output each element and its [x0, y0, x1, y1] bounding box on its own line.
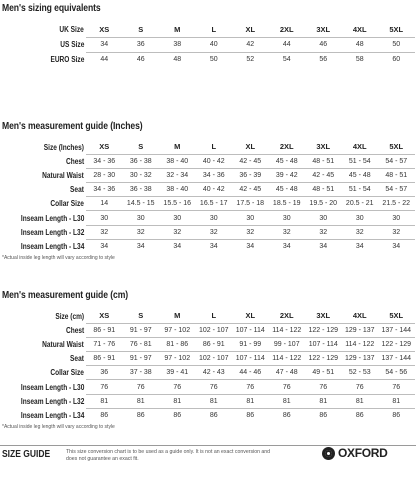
- table-cell: 34 - 36: [196, 168, 233, 182]
- table-cell: 45 - 48: [269, 154, 306, 168]
- measurement-inches-table: [0, 140, 415, 254]
- size-header-cell: M: [159, 22, 196, 37]
- table-cell: 60: [392, 56, 401, 64]
- table-cell: 48 - 51: [378, 168, 415, 182]
- size-header-cell: XS: [86, 22, 123, 37]
- size-header-cell: L: [196, 309, 233, 323]
- table-cell: 107 - 114: [232, 352, 269, 366]
- table-cell: 39 - 41: [159, 366, 196, 380]
- table-row: [0, 154, 415, 168]
- table-cell: 14: [86, 197, 123, 211]
- table-cell: 36: [123, 37, 160, 52]
- table-cell: 97 - 102: [159, 352, 196, 366]
- table-cell: 20.5 - 21: [342, 197, 379, 211]
- table-cell: 30: [305, 211, 342, 225]
- table-cell: 30: [159, 211, 196, 225]
- table-cell: 30: [269, 211, 306, 225]
- table-header-row: [0, 140, 415, 154]
- table-cell: 52: [246, 56, 255, 64]
- table-cell: 42 - 45: [232, 183, 269, 197]
- table-cell: 16.5 - 17: [196, 197, 233, 211]
- size-header-cell: L: [196, 22, 233, 37]
- table-cell: 40: [196, 37, 233, 52]
- size-header-cell: M: [159, 309, 196, 323]
- table-cell: 42: [232, 37, 269, 52]
- table-cell: 81: [342, 394, 379, 408]
- table-cell: 76: [196, 380, 233, 394]
- table-cell: 51 - 54: [342, 183, 379, 197]
- table-cell: 81: [159, 394, 196, 408]
- table-cell: 86: [100, 412, 109, 420]
- size-header-cell: 3XL: [305, 140, 342, 154]
- table-cell: 86: [246, 412, 255, 420]
- table-cell: 34 - 36: [86, 154, 123, 168]
- row-label: Collar Size: [50, 368, 84, 378]
- brand-logo: [322, 446, 388, 460]
- table-row: [0, 211, 415, 225]
- table-cell: 86 - 91: [196, 337, 233, 351]
- footer-disclaimer: This size conversion chart is to be used as a guide only. It is not an exact conversion and does not guarantee an exact fit.: [66, 449, 271, 462]
- table-cell: 137 - 144: [378, 352, 415, 366]
- table-cell: 50: [209, 56, 218, 64]
- table-cell: 129 - 137: [342, 352, 379, 366]
- size-header-cell: 3XL: [305, 22, 342, 37]
- table-row: [0, 337, 415, 351]
- row-label: Inseam Length - L32: [20, 227, 84, 237]
- table-cell: 34: [392, 243, 401, 251]
- table-cell: 44: [100, 56, 109, 64]
- table-cell: 129 - 137: [342, 323, 379, 337]
- table-cell: 34: [100, 243, 109, 251]
- table-cell: 19.5 - 20: [305, 197, 342, 211]
- table-cell: 81: [86, 394, 123, 408]
- table-cell: 81: [196, 394, 233, 408]
- table-cell: 30: [86, 211, 123, 225]
- table-cell: 21.5 - 22: [378, 197, 415, 211]
- table-cell: 38 - 40: [159, 183, 196, 197]
- table-cell: 54 - 57: [378, 183, 415, 197]
- table-cell: 17.5 - 18: [232, 197, 269, 211]
- table-cell: 34: [136, 243, 145, 251]
- table-cell: 81: [269, 394, 306, 408]
- table-row: [0, 394, 415, 408]
- table-cell: 34: [246, 243, 255, 251]
- table-cell: 122 - 129: [305, 323, 342, 337]
- table-cell: 48: [173, 56, 182, 64]
- table-cell: 86: [392, 412, 401, 420]
- size-header-cell: XS: [86, 140, 123, 154]
- row-label: Natural Waist: [42, 170, 84, 180]
- table-cell: 34: [282, 243, 291, 251]
- table-cell: 37 - 38: [123, 366, 160, 380]
- brand-logo-text: OXFORD: [338, 446, 388, 460]
- table-cell: 30: [342, 211, 379, 225]
- table-cell: 76 - 81: [123, 337, 160, 351]
- table-cell: 76: [159, 380, 196, 394]
- table-cell: 32: [86, 225, 123, 239]
- size-header-cell: L: [196, 140, 233, 154]
- table-header-row: [0, 309, 415, 323]
- table-cell: 34: [86, 37, 123, 52]
- table-cell: 38: [159, 37, 196, 52]
- row-label: Natural Waist: [42, 339, 84, 349]
- row-label: EURO Size: [50, 55, 84, 64]
- size-header-cell: 2XL: [269, 309, 306, 323]
- table-cell: 56: [319, 56, 328, 64]
- table-cell: 30: [123, 211, 160, 225]
- table-cell: 32: [232, 225, 269, 239]
- size-header-cell: S: [123, 309, 160, 323]
- table-cell: 91 - 97: [123, 352, 160, 366]
- table-cell: 36 - 38: [123, 154, 160, 168]
- row-label: Size (cm): [55, 311, 84, 321]
- table-cell: 36 - 38: [123, 183, 160, 197]
- table-row: [0, 380, 415, 394]
- size-header-cell: XL: [232, 140, 269, 154]
- table-cell: 122 - 129: [378, 337, 415, 351]
- table-cell: 76: [86, 380, 123, 394]
- table-cell: 81: [232, 394, 269, 408]
- row-label: Chest: [65, 156, 84, 166]
- measurement-cm-table: [0, 309, 415, 423]
- sizing-equivalents-table: [0, 22, 415, 67]
- row-label: Seat: [70, 185, 84, 195]
- table-cell: 44 - 46: [232, 366, 269, 380]
- table-cell: 34: [355, 243, 364, 251]
- table-cell: 86: [319, 412, 328, 420]
- footer-title: SIZE GUIDE: [2, 449, 51, 460]
- table-cell: 32: [196, 225, 233, 239]
- table-cell: 81: [123, 394, 160, 408]
- size-header-cell: M: [159, 140, 196, 154]
- table-cell: 86 - 91: [86, 352, 123, 366]
- cm-footnote: *Actual inside leg length will vary according to style: [2, 424, 115, 430]
- row-label: Collar Size: [50, 199, 84, 209]
- table-cell: 76: [269, 380, 306, 394]
- row-label: UK Size: [59, 25, 84, 34]
- size-header-cell: S: [123, 22, 160, 37]
- table-cell: 46: [136, 56, 145, 64]
- table-row: [0, 408, 415, 422]
- row-label: Inseam Length - L34: [20, 410, 84, 420]
- table-cell: 51 - 54: [342, 154, 379, 168]
- oxford-logo-icon: [322, 447, 335, 460]
- size-header-cell: 5XL: [378, 22, 415, 37]
- table-cell: 81: [378, 394, 415, 408]
- table-cell: 15.5 - 16: [159, 197, 196, 211]
- table-cell: 114 - 122: [269, 352, 306, 366]
- size-header-cell: 2XL: [269, 140, 306, 154]
- table-cell: 30: [196, 211, 233, 225]
- table-cell: 48 - 51: [305, 183, 342, 197]
- table-row: [0, 37, 415, 52]
- table-cell: 114 - 122: [342, 337, 379, 351]
- table-row: [0, 197, 415, 211]
- table-cell: 42 - 45: [305, 168, 342, 182]
- table-cell: 45 - 48: [342, 168, 379, 182]
- table-cell: 44: [269, 37, 306, 52]
- size-header-cell: XL: [232, 309, 269, 323]
- table-cell: 81: [305, 394, 342, 408]
- table-cell: 122 - 129: [305, 352, 342, 366]
- row-label: Size (Inches): [43, 142, 84, 152]
- table-row: [0, 239, 415, 253]
- section-title-equivalents: Men's sizing equivalents: [2, 2, 101, 14]
- table-cell: 32: [123, 225, 160, 239]
- table-cell: 36: [86, 366, 123, 380]
- section-title-cm: Men's measurement guide (cm): [2, 289, 129, 301]
- table-cell: 97 - 102: [159, 323, 196, 337]
- table-cell: 36 - 39: [232, 168, 269, 182]
- table-cell: 86 - 91: [86, 323, 123, 337]
- table-cell: 86: [209, 412, 218, 420]
- size-header-cell: 3XL: [305, 309, 342, 323]
- table-cell: 86: [282, 412, 291, 420]
- size-header-cell: S: [123, 140, 160, 154]
- table-cell: 137 - 144: [378, 323, 415, 337]
- table-cell: 42 - 45: [232, 154, 269, 168]
- table-cell: 54: [282, 56, 291, 64]
- table-cell: 34: [319, 243, 328, 251]
- table-cell: 39 - 42: [269, 168, 306, 182]
- table-cell: 32: [159, 225, 196, 239]
- table-row: [0, 168, 415, 182]
- table-cell: 81 - 86: [159, 337, 196, 351]
- table-header-row: [0, 22, 415, 37]
- table-cell: 42 - 43: [196, 366, 233, 380]
- table-cell: 76: [123, 380, 160, 394]
- table-cell: 58: [355, 56, 364, 64]
- table-cell: 71 - 76: [86, 337, 123, 351]
- table-cell: 86: [355, 412, 364, 420]
- size-header-cell: XS: [86, 309, 123, 323]
- size-header-cell: 5XL: [378, 140, 415, 154]
- table-cell: 18.5 - 19: [269, 197, 306, 211]
- table-row: [0, 225, 415, 239]
- table-row: [0, 323, 415, 337]
- table-cell: 34: [209, 243, 218, 251]
- table-cell: 14.5 - 15: [123, 197, 160, 211]
- size-header-cell: 4XL: [342, 140, 379, 154]
- table-cell: 107 - 114: [305, 337, 342, 351]
- inches-footnote: *Actual inside leg length will vary according to style: [2, 255, 115, 261]
- table-cell: 50: [378, 37, 415, 52]
- table-cell: 30: [378, 211, 415, 225]
- table-cell: 114 - 122: [269, 323, 306, 337]
- table-cell: 40 - 42: [196, 154, 233, 168]
- table-cell: 28 - 30: [86, 168, 123, 182]
- table-cell: 34 - 36: [86, 183, 123, 197]
- table-row: [0, 366, 415, 380]
- table-cell: 32: [305, 225, 342, 239]
- table-cell: 76: [378, 380, 415, 394]
- row-label: Inseam Length - L30: [20, 382, 84, 392]
- size-header-cell: 4XL: [342, 22, 379, 37]
- table-cell: 34: [173, 243, 182, 251]
- table-cell: 30 - 32: [123, 168, 160, 182]
- table-cell: 99 - 107: [269, 337, 306, 351]
- table-cell: 32 - 34: [159, 168, 196, 182]
- table-cell: 32: [378, 225, 415, 239]
- row-label: Inseam Length - L32: [20, 396, 84, 406]
- table-cell: 52 - 53: [342, 366, 379, 380]
- table-cell: 91 - 97: [123, 323, 160, 337]
- table-cell: 54 - 56: [378, 366, 415, 380]
- size-header-cell: 5XL: [378, 309, 415, 323]
- row-label: Seat: [70, 354, 84, 364]
- table-cell: 107 - 114: [232, 323, 269, 337]
- table-cell: 46: [305, 37, 342, 52]
- table-cell: 47 - 48: [269, 366, 306, 380]
- table-cell: 48 - 51: [305, 154, 342, 168]
- table-cell: 45 - 48: [269, 183, 306, 197]
- table-row: [0, 352, 415, 366]
- table-cell: 86: [136, 412, 145, 420]
- row-label: Inseam Length - L30: [20, 213, 84, 223]
- row-label: Inseam Length - L34: [20, 241, 84, 251]
- table-cell: 48: [342, 37, 379, 52]
- table-cell: 49 - 51: [305, 366, 342, 380]
- table-cell: 54 - 57: [378, 154, 415, 168]
- table-cell: 32: [342, 225, 379, 239]
- table-cell: 38 - 40: [159, 154, 196, 168]
- size-header-cell: 2XL: [269, 22, 306, 37]
- row-label: Chest: [65, 325, 84, 335]
- table-cell: 91 - 99: [232, 337, 269, 351]
- table-cell: 102 - 107: [196, 352, 233, 366]
- table-cell: 86: [173, 412, 182, 420]
- size-header-cell: 4XL: [342, 309, 379, 323]
- table-cell: 76: [342, 380, 379, 394]
- table-cell: 30: [232, 211, 269, 225]
- row-label: US Size: [59, 40, 84, 49]
- table-row: [0, 52, 415, 67]
- table-cell: 102 - 107: [196, 323, 233, 337]
- table-row: [0, 183, 415, 197]
- table-cell: 40 - 42: [196, 183, 233, 197]
- table-cell: 32: [269, 225, 306, 239]
- section-title-inches: Men's measurement guide (Inches): [2, 120, 143, 132]
- table-cell: 76: [305, 380, 342, 394]
- table-cell: 76: [232, 380, 269, 394]
- size-header-cell: XL: [232, 22, 269, 37]
